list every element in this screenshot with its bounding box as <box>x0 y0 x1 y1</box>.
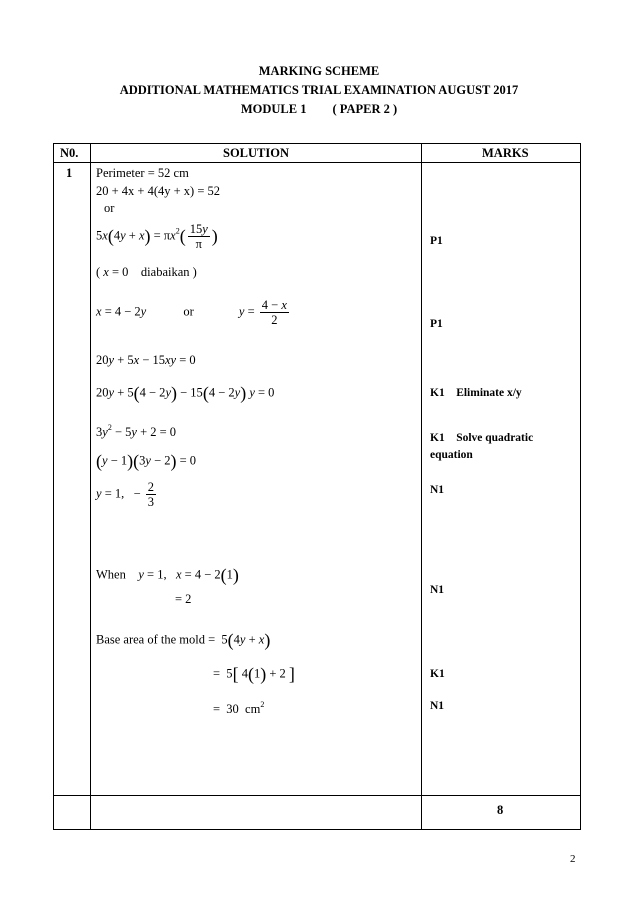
solution-line-substitution: x = 4 − 2y or y = $\frac{4 - x}{2}$ <box>96 298 287 327</box>
solution-line-base-area: Base area of the mold = 5(4y + x) <box>96 630 271 650</box>
table-col-divider-2 <box>421 143 422 830</box>
solution-line-x-value: = 2 <box>175 592 192 606</box>
mark-n1-roots: N1 <box>430 484 445 496</box>
mark-p1-first: P1 <box>430 235 443 247</box>
table-border-bottom <box>53 829 581 830</box>
solution-line-factorised: (y − 1)(3y − 2) = 0 <box>96 451 197 471</box>
solution-line-quadratic: $3y^2 - 5y + 2 = 0$ <box>96 423 177 439</box>
mark-n1-x: N1 <box>430 584 445 596</box>
question-number: 1 <box>66 166 73 180</box>
solution-line-perimeter: Perimeter = 52 cm <box>96 166 189 180</box>
solution-line-x-zero-ignored: ( x = 0 diabaikan ) <box>96 265 197 279</box>
mark-p1-second: P1 <box>430 318 443 330</box>
mark-n1-area: N1 <box>430 700 445 712</box>
solution-line-base-area-result: = 30 $cm^2$ <box>213 700 265 716</box>
solution-line-base-area-sub: = 5[ 4(1) + 2 ] <box>213 664 295 684</box>
mark-k1-solve-cont: equation <box>430 449 473 461</box>
doc-title: MARKING SCHEME <box>258 64 380 78</box>
solution-line-equation-2: 20y + 5x − 15xy = 0 <box>96 353 196 367</box>
solution-line-when: When y = 1, x = 4 − 2(1) <box>96 565 239 585</box>
table-border-left <box>53 143 54 830</box>
paper-label: ( PAPER 2 ) <box>332 102 398 116</box>
page-number: 2 <box>570 853 576 865</box>
solution-line-eliminate: 20y + 5(4 − 2y) − 15(4 − 2y) y = 0 <box>96 383 275 403</box>
table-col-divider-1 <box>90 143 91 830</box>
table-border-right <box>580 143 581 830</box>
table-header-divider <box>53 162 581 163</box>
col-header-no: N0. <box>60 146 79 160</box>
table-border-top <box>53 143 581 144</box>
module-label: MODULE 1 <box>240 102 307 116</box>
mark-k1-area: K1 <box>430 668 445 680</box>
ignore-text: diabaikan ) <box>140 265 197 279</box>
doc-module <box>0 102 638 117</box>
ignore-open-paren: ( <box>96 265 104 279</box>
mark-k1-eliminate: K1 Eliminate x/y <box>430 387 522 399</box>
when-label: When <box>96 567 126 582</box>
col-header-marks: MARKS <box>482 146 529 160</box>
solution-line-roots: y = 1, − $\frac{2}{3}$ <box>96 480 155 509</box>
solution-line-or: or <box>104 201 115 215</box>
solution-line-area-equation: $5x(4y + x) = \pi x^2$( $\frac{15y}{\pi}$ ) <box>96 222 218 251</box>
col-header-solution: SOLUTION <box>223 146 289 160</box>
table-total-divider <box>53 795 581 796</box>
solution-line-equation-1: 20 + 4x + 4(4y + x) = 52 <box>96 184 221 198</box>
mark-k1-solve: K1 Solve quadratic <box>430 432 534 444</box>
doc-subtitle: ADDITIONAL MATHEMATICS TRIAL EXAMINATION AUGUST 2017 <box>119 83 519 97</box>
total-marks: 8 <box>497 803 504 817</box>
base-area-label: Base area of the mold = <box>96 632 216 647</box>
